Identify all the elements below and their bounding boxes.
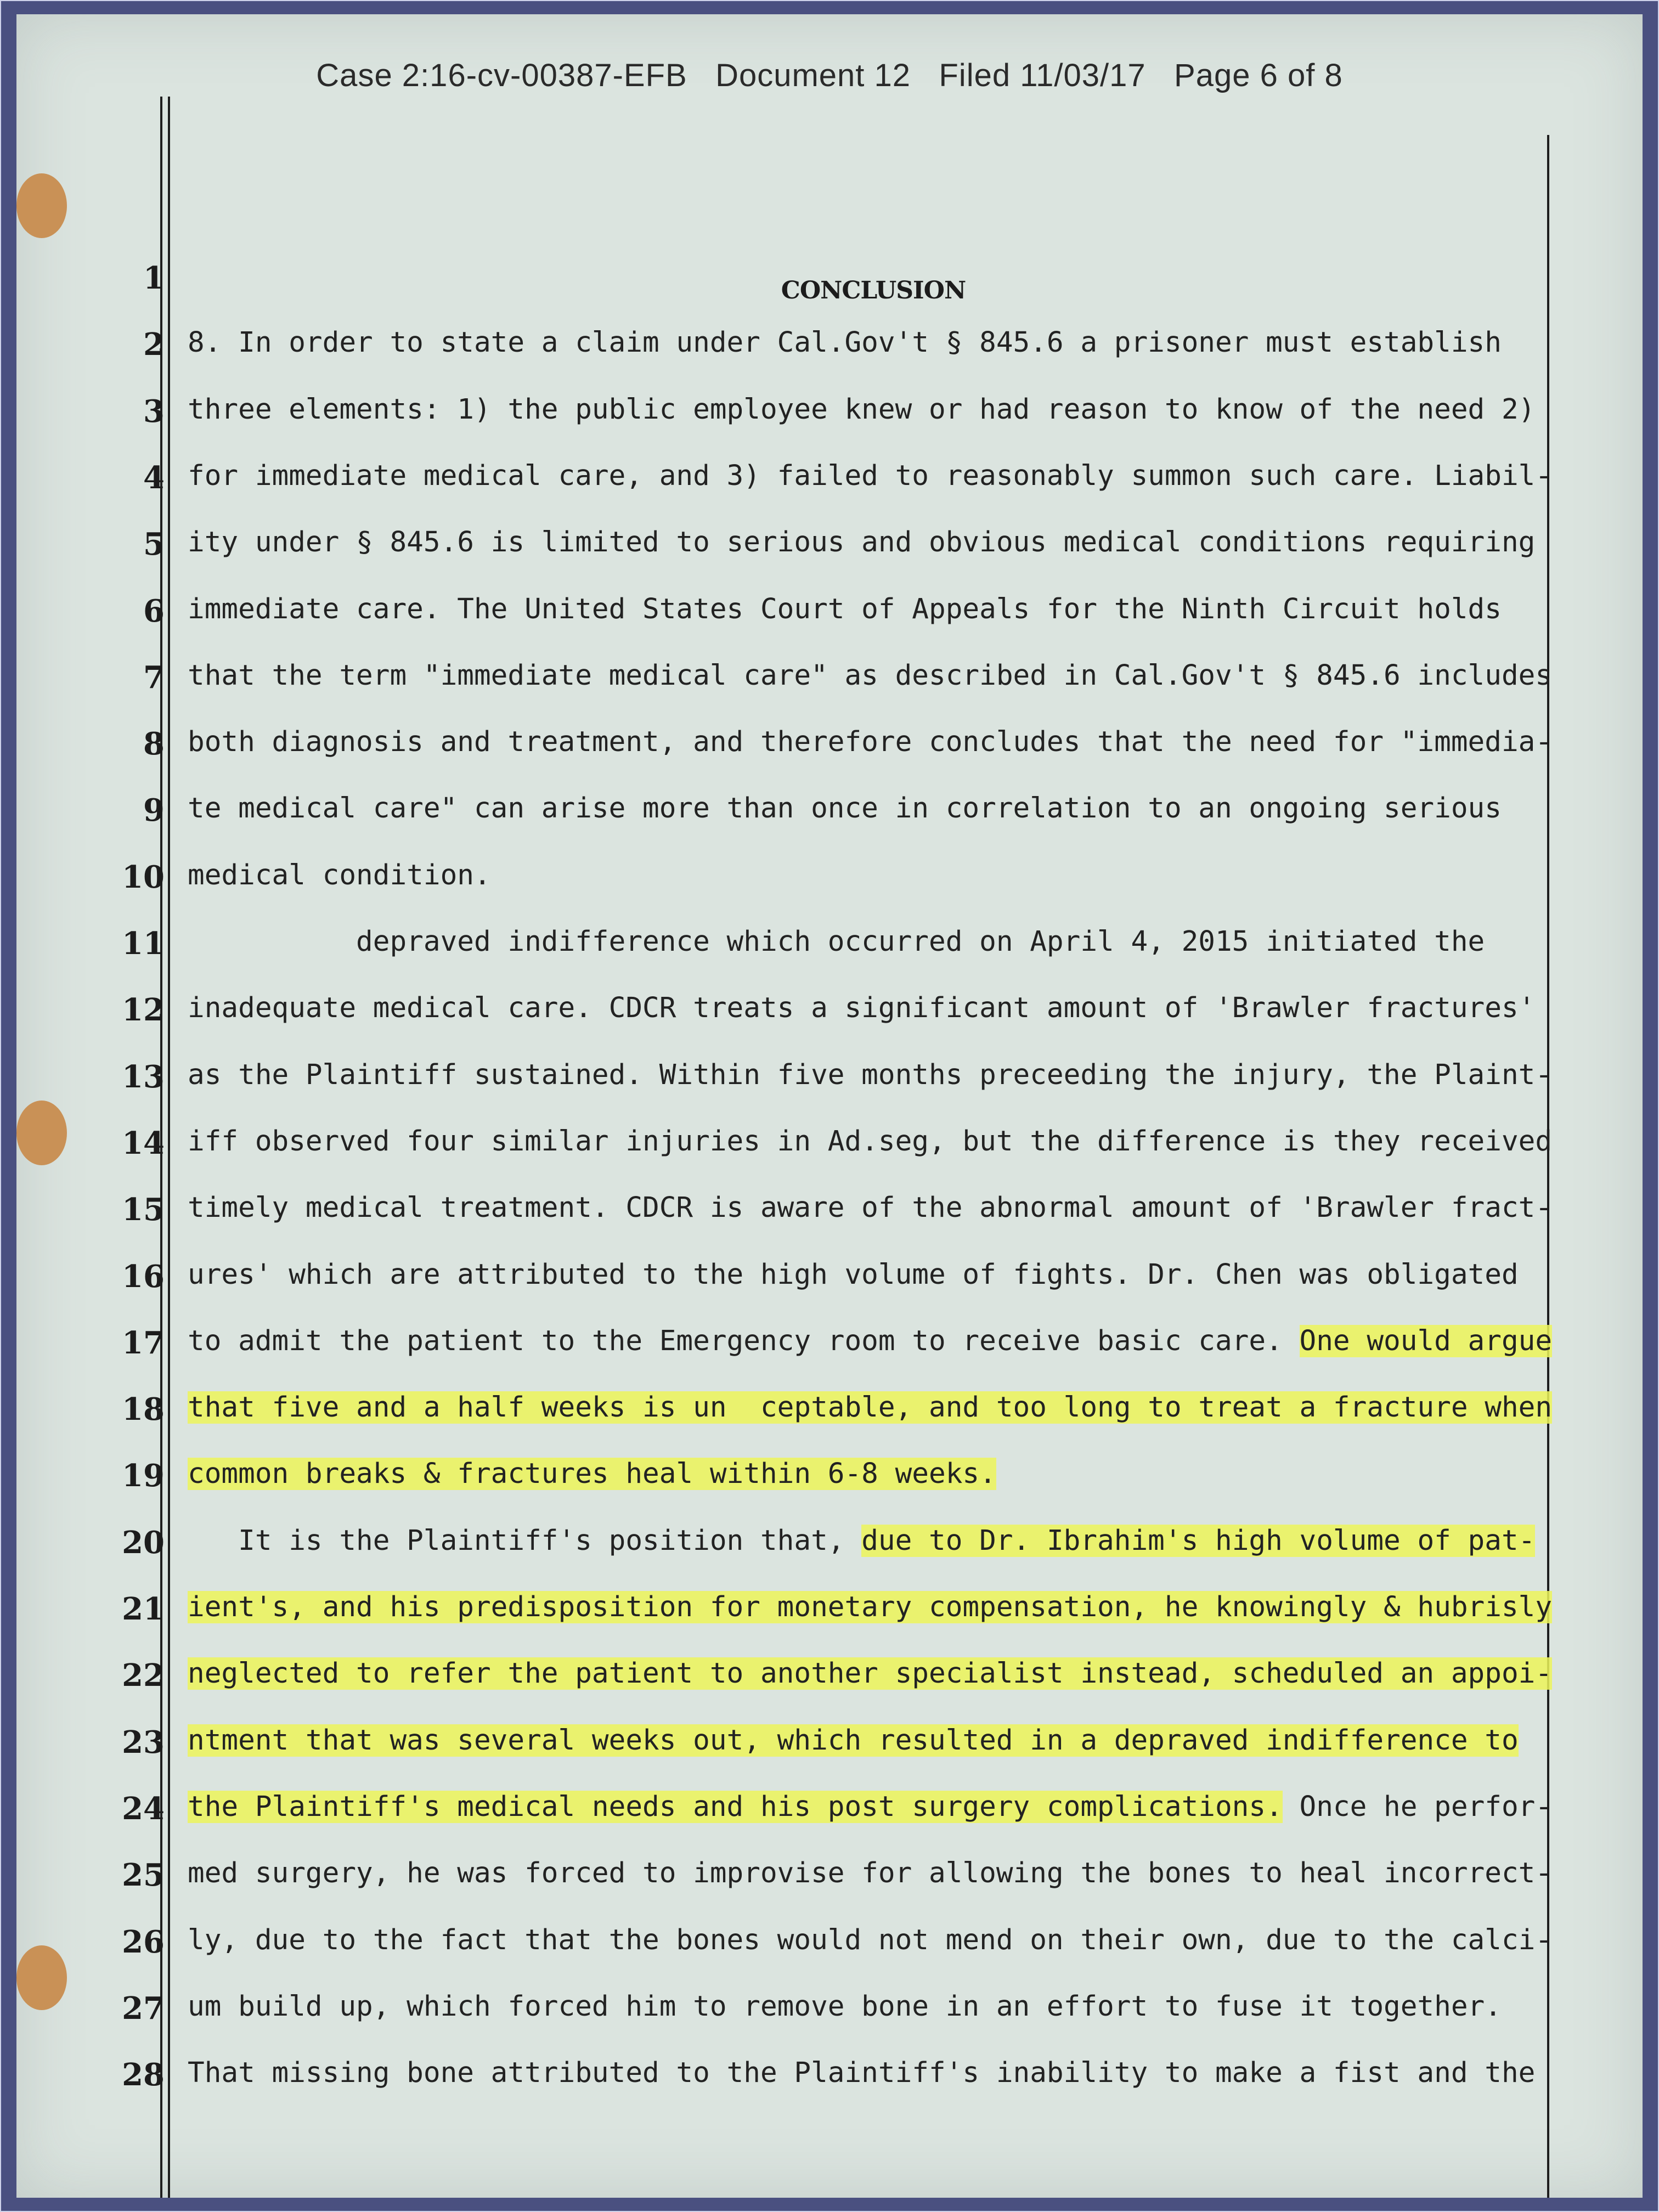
- line-number: 12: [122, 992, 165, 1029]
- text-segment: three elements: 1) the public employee knew or had reason to know of the need 2): [188, 393, 1536, 426]
- line-number: 28: [122, 2057, 165, 2094]
- text-segment: both diagnosis and treatment, and therefore concludes that the need for "immedia-: [188, 726, 1553, 759]
- line-number: 19: [122, 1458, 165, 1494]
- text-line: [188, 854, 491, 898]
- highlighted-text: that five and a half weeks is un ceptable, and too long to treat a fracture when: [188, 1391, 1553, 1424]
- text-line: [188, 1319, 1552, 1363]
- text-line: [188, 1852, 1552, 1895]
- text-line: [188, 1120, 1552, 1164]
- text-line: [188, 1253, 1519, 1297]
- text-segment: That missing bone attributed to the Plaintiff's inability to make a fist and the: [188, 2057, 1536, 2090]
- highlighted-text: neglected to refer the patient to another specialist instead, scheduled an appoi-: [188, 1657, 1553, 1690]
- line-number: 25: [122, 1857, 165, 1894]
- line-number: 14: [122, 1125, 165, 1161]
- text-line: [188, 2051, 1535, 2095]
- document-page: [16, 14, 1643, 2198]
- line-number: 7: [143, 659, 165, 696]
- section-title: CONCLUSION: [781, 276, 966, 304]
- line-number: 17: [122, 1324, 165, 1361]
- text-line: [188, 521, 1535, 565]
- highlighted-text: ient's, and his predisposition for monetary compensation, he knowingly & hubrisly: [188, 1591, 1553, 1623]
- text-segment: timely medical treatment. CDCR is aware of the abnormal amount of 'Brawler fract-: [188, 1192, 1553, 1224]
- line-number: 23: [122, 1724, 165, 1760]
- text-line: [188, 1452, 996, 1496]
- line-number: 20: [122, 1524, 165, 1561]
- text-segment: to admit the patient to the Emergency room to receive basic care.: [188, 1324, 1300, 1357]
- text-segment: ures' which are attributed to the high volume of fights. Dr. Chen was obligated: [188, 1258, 1519, 1291]
- line-number: 26: [122, 1923, 165, 1960]
- text-segment: med surgery, he was forced to improvise for allowing the bones to heal incorrect-: [188, 1857, 1553, 1890]
- line-number: 5: [143, 526, 165, 563]
- text-line: [188, 454, 1552, 498]
- text-segment: Once he perfor-: [1282, 1790, 1553, 1823]
- text-line: [188, 986, 1535, 1030]
- text-segment: for immediate medical care, and 3) failed to reasonably summon such care. Liabil-: [188, 459, 1553, 492]
- text-segment: um build up, which forced him to remove bone in an effort to fuse it together.: [188, 1990, 1502, 2023]
- text-segment: ity under § 845.6 is limited to serious and obvious medical conditions requiring: [188, 526, 1536, 559]
- line-number: 13: [122, 1058, 165, 1095]
- text-segment: iff observed four similar injuries in Ad.seg, but the difference is they received: [188, 1125, 1553, 1158]
- line-number: 6: [143, 592, 165, 629]
- line-number: 9: [143, 792, 165, 829]
- text-line: [188, 720, 1552, 764]
- line-number: 11: [122, 926, 165, 962]
- case-header: Case 2:16-cv-00387-EFB Document 12 Filed 11/03/17 Page 6 of 8: [316, 58, 1343, 93]
- text-segment: as the Plaintiff sustained. Within five months preceeding the injury, the Plaint-: [188, 1058, 1553, 1091]
- text-segment: immediate care. The United States Court of Appeals for the Ninth Circuit holds: [188, 592, 1502, 625]
- line-number: 4: [143, 459, 165, 496]
- text-line: [188, 1053, 1552, 1097]
- highlighted-text: ntment that was several weeks out, which resulted in a depraved indifference to: [188, 1724, 1519, 1757]
- highlighted-text: the Plaintiff's medical needs and his post surgery complications.: [188, 1790, 1283, 1823]
- text-segment: depraved indifference which occurred on April 4, 2015 initiated the: [188, 926, 1485, 958]
- text-line: [188, 588, 1502, 631]
- text-segment: It is the Plaintiff's position that,: [188, 1524, 862, 1557]
- highlighted-text: due to Dr. Ibrahim's high volume of pat-: [861, 1524, 1536, 1557]
- text-line: [188, 920, 1485, 964]
- text-segment: inadequate medical care. CDCR treats a significant amount of 'Brawler fractures': [188, 992, 1536, 1025]
- text-segment: 8. In order to state a claim under Cal.Gov't § 845.6 a prisoner must establish: [188, 326, 1502, 359]
- text-line: [188, 1386, 1552, 1430]
- text-line: [188, 1652, 1552, 1696]
- line-number: 27: [122, 1990, 165, 2027]
- text-line: [188, 1585, 1552, 1629]
- line-number: 15: [122, 1192, 165, 1228]
- highlighted-text: One would argue: [1299, 1324, 1553, 1357]
- line-number: 22: [122, 1657, 165, 1694]
- line-number: 21: [122, 1591, 165, 1627]
- punch-hole-top: [16, 173, 67, 238]
- line-number: 16: [122, 1258, 165, 1295]
- text-line: [188, 1519, 1535, 1563]
- line-number: 1: [143, 260, 165, 296]
- text-line: [188, 1186, 1552, 1230]
- line-number: 24: [122, 1790, 165, 1827]
- text-segment: medical condition.: [188, 859, 491, 891]
- highlighted-text: common breaks & fractures heal within 6-8 weeks.: [188, 1458, 996, 1491]
- punch-hole-bottom: [16, 1945, 67, 2010]
- text-line: [188, 1785, 1552, 1829]
- line-number: 10: [122, 859, 165, 895]
- left-margin-rule-inner: [168, 97, 170, 2198]
- text-line: [188, 787, 1502, 831]
- line-number: 2: [143, 326, 165, 363]
- text-line: [188, 1719, 1519, 1763]
- text-line: [188, 654, 1552, 698]
- text-line: [188, 1985, 1502, 2029]
- text-line: [188, 321, 1502, 365]
- text-line: [188, 1918, 1552, 1962]
- line-number: 8: [143, 726, 165, 763]
- text-segment: that the term "immediate medical care" as described in Cal.Gov't § 845.6 includes: [188, 659, 1553, 692]
- punch-hole-middle: [16, 1101, 67, 1165]
- text-segment: te medical care" can arise more than once in correlation to an ongoing serious: [188, 792, 1502, 825]
- line-number: 18: [122, 1391, 165, 1428]
- text-segment: ly, due to the fact that the bones would not mend on their own, due to the calci-: [188, 1923, 1553, 1956]
- text-line: [188, 388, 1535, 432]
- line-number: 3: [143, 393, 165, 430]
